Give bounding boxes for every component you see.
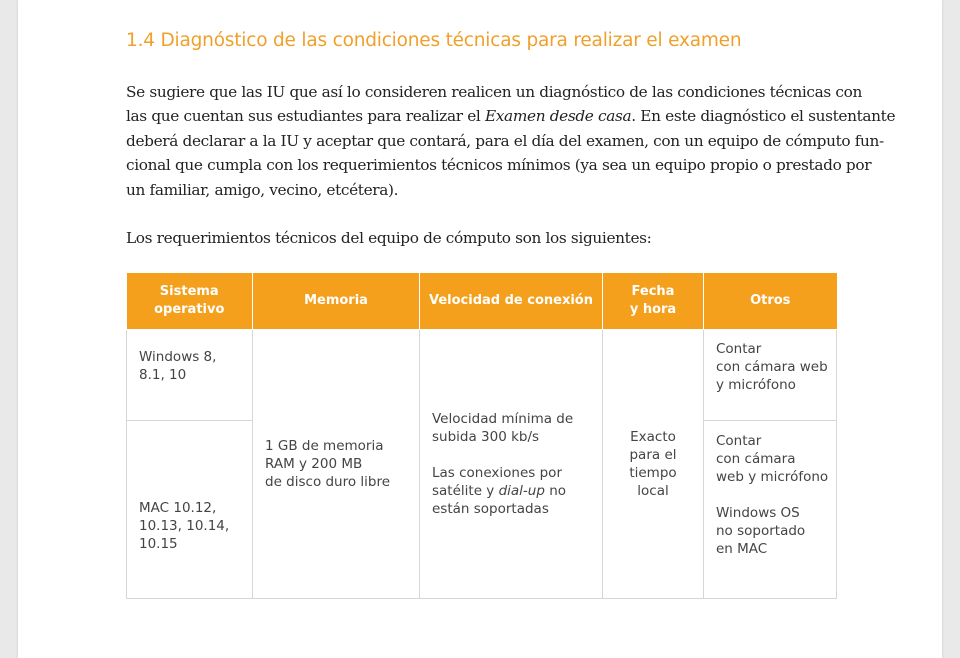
cell-line: RAM y 200 MB [265,456,363,472]
cell-os-mac [127,421,253,599]
cell-line: Windows 8, [139,349,217,365]
cell-line: local [637,483,669,499]
cell-line: Exacto [630,429,676,445]
header-other: Otros [704,273,837,330]
cell-line: están soportadas [432,501,549,517]
cell-line: Windows OS [716,505,800,521]
cell-line: 10.13, 10.14, [139,517,230,534]
cell-other-mac [704,421,837,599]
cell-line: con cámara web [716,359,828,375]
cell-line: tiempo [629,465,677,481]
paragraph-line: Se sugiere que las IU que así lo consideren realicen un diagnóstico de las condiciones técnicas con [126,83,862,101]
text-fragment: las que cuentan sus estudiantes para realizar el [126,107,485,126]
cell-line: MAC 10.12, [139,499,217,516]
cell-datetime [603,330,704,599]
italic-fragment: dial-up [498,483,545,499]
cell-line: web y micrófono [716,469,829,485]
cell-line: Velocidad mínima de [432,411,574,427]
table-row-windows [127,330,837,421]
cell-memory [253,330,420,599]
cell-line [432,482,592,500]
cell-line: Las conexiones por [432,465,562,481]
text-fragment: satélite y [432,483,499,499]
header-line: y hora [629,302,677,317]
paragraph-line: deberá declarar a la IU y aceptar que contará, para el día del examen, con un equipo de cómputo fun- [126,131,884,150]
paragraph-line: cional que cumpla con los requerimientos técnicos mínimos (ya sea un equipo propio o prestado por [126,156,872,175]
text-fragment: . En este diagnóstico el sustentante [631,107,896,126]
header-speed: Velocidad de conexión [420,273,603,330]
cell-line: Contar [716,341,762,357]
line-gap [432,446,592,464]
cell-line: Contar [716,433,762,449]
cell-other-windows [704,330,837,421]
cell-line: 8.1, 10 [139,367,187,383]
line-gap [716,486,826,504]
header-line: Fecha [631,284,675,299]
header-datetime [603,273,704,330]
cell-line: de disco duro libre [265,474,391,490]
table-header-row [127,273,837,330]
header-os [127,273,253,330]
paragraph-line [126,104,896,128]
cell-line: en MAC [716,541,768,557]
header-memory: Memoria [253,273,420,330]
requirements-intro: Los requerimientos técnicos del equipo de cómputo son los siguientes: [126,229,652,247]
header-line: Sistema [159,284,219,299]
intro-paragraph [126,80,896,202]
cell-os-windows [127,330,253,421]
requirements-table [126,273,837,599]
document-page [18,0,942,658]
cell-line: con cámara [716,451,796,467]
cell-line: para el [629,447,677,463]
section-heading: 1.4 Diagnóstico de las condiciones técnicas para realizar el examen [126,30,742,51]
cell-speed [420,330,603,599]
header-line: operativo [154,302,225,317]
cell-line: y micrófono [716,377,796,393]
paragraph-line: un familiar, amigo, vecino, etcétera). [126,180,399,199]
cell-line: 1 GB de memoria [265,438,384,454]
text-fragment: no [544,483,567,499]
cell-line: no soportado [716,523,806,539]
cell-line: subida 300 kb/s [432,429,540,445]
italic-fragment: Examen desde casa [484,107,632,126]
cell-line: 10.15 [139,535,178,552]
